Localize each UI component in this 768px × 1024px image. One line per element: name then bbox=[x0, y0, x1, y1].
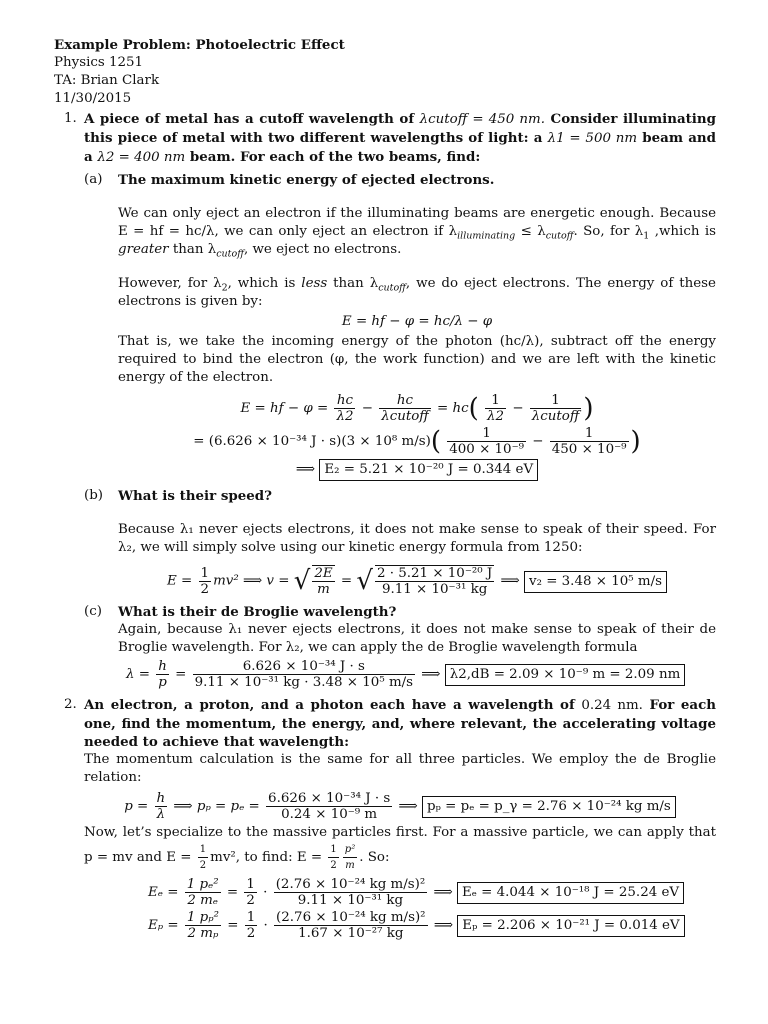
numerator: 1 bbox=[550, 426, 629, 442]
implies-arrow: ⟹ bbox=[421, 667, 441, 682]
fraction bbox=[274, 910, 428, 941]
eq-mid: ⟹ pₚ = pₑ = bbox=[173, 799, 260, 814]
denominator: 2 mₑ bbox=[187, 893, 218, 908]
electron-energy-result-box: Eₑ = 4.044 × 10⁻¹⁸ J = 25.24 eV bbox=[457, 882, 684, 904]
text: , we eject no electrons. bbox=[243, 242, 402, 257]
numerator: 1 bbox=[198, 842, 208, 858]
wavelength-value: 0.24 nm. bbox=[581, 698, 643, 713]
energy-derivation: E = hf − φ = $\frac{hc}{\lambda 2}$ − $\frac{hc}{\text{λcutoff}}$ = hc( $\frac{1}{\lambda 2}$ − $\frac{1}{\text{λcutoff}}$ ) bbox=[240, 393, 594, 424]
text: , which is bbox=[227, 276, 302, 291]
energy-result-box: E₂ = 5.21 × 10⁻²⁰ J = 0.344 eV bbox=[319, 459, 538, 481]
eq-lhs: = (6.626 × 10⁻³⁴ J · s)(3 × 10⁸ m/s) bbox=[193, 434, 431, 449]
denominator: 2 bbox=[330, 860, 337, 871]
problem-1-number: 1. bbox=[64, 111, 77, 126]
document-date: 11/30/2015 bbox=[54, 91, 132, 106]
eq-mid: = hc bbox=[437, 401, 469, 416]
numerator: 1 bbox=[246, 877, 255, 892]
part-c-paragraph: Again, because λ₁ never ejects electrons, it does not make sense to speak of their de Broglie wavelength. For λ₂, we can apply the de Broglie wavelength formula bbox=[118, 622, 716, 655]
denominator: 9.11 × 10⁻³¹ kg bbox=[381, 582, 488, 597]
numerator: 1 bbox=[246, 910, 256, 925]
fraction bbox=[328, 842, 338, 873]
part-a-paragraph-1 bbox=[118, 205, 716, 259]
energy-numeric: = (6.626 × 10⁻³⁴ J · s)(3 × 10⁸ m/s)( $\frac{1}{\text{400 × 10⁻⁹}}$ − $\frac{1}{\text{450 × 10⁻⁹}}$ ) bbox=[193, 426, 641, 457]
subscript: cutoff bbox=[216, 248, 244, 260]
equals: = bbox=[227, 918, 239, 933]
numerator: h bbox=[158, 659, 167, 674]
energy-result-line bbox=[118, 459, 716, 481]
problem-1-statement bbox=[84, 110, 716, 167]
text: ≤ λ bbox=[515, 224, 546, 239]
numerator: 2E bbox=[314, 566, 333, 581]
denominator: λ2 bbox=[487, 409, 505, 424]
fraction bbox=[485, 393, 506, 424]
numerator: 6.626 × 10⁻³⁴ J · s bbox=[268, 791, 391, 806]
fraction bbox=[198, 842, 208, 873]
fraction bbox=[266, 791, 392, 822]
eq-mid: mv² ⟹ v = bbox=[213, 573, 290, 589]
denominator: 2 bbox=[246, 926, 256, 941]
numerator: 1 bbox=[200, 565, 210, 581]
course-name: Physics 1251 bbox=[54, 55, 144, 70]
document-page bbox=[54, 36, 716, 943]
implies-arrow: ⟹ bbox=[433, 918, 454, 933]
proton-energy-equation bbox=[148, 910, 716, 941]
numerator: (2.76 × 10⁻²⁴ kg m/s)² bbox=[276, 910, 426, 925]
numerator: 1 bbox=[530, 393, 582, 409]
fraction bbox=[193, 659, 415, 690]
statement-part: beam. For each of the two beams, find: bbox=[189, 149, 481, 165]
text: Now, let’s specialize to the massive particles first. For a massive particle, we can apply that p = mv and E = bbox=[84, 825, 716, 865]
part-a bbox=[84, 171, 716, 481]
denominator: λ2 bbox=[336, 409, 354, 424]
implies-arrow: ⟹ bbox=[295, 462, 316, 477]
eq-lhs: λ = bbox=[126, 667, 150, 682]
momentum-equation bbox=[84, 791, 716, 822]
part-c-label: (c) bbox=[84, 604, 102, 619]
denominator: λcutoff bbox=[531, 409, 580, 424]
denominator: m bbox=[317, 582, 330, 597]
part-a-paragraph-3: That is, we take the incoming energy of the photon (hc/λ), subtract off the energy required to bind the electron (φ, the work function) and we are left with the kinetic energy of the electron. bbox=[118, 334, 716, 385]
fraction bbox=[155, 791, 168, 822]
problem-2-number: 2. bbox=[64, 697, 77, 712]
electron-energy-equation bbox=[148, 877, 716, 908]
subscript: 2 bbox=[221, 282, 228, 294]
numerator: p² bbox=[343, 842, 357, 858]
part-b-question: What is their speed? bbox=[118, 488, 272, 504]
numerator: 1 bbox=[447, 426, 526, 442]
fraction bbox=[245, 910, 258, 941]
problem-2-paragraph-1: The momentum calculation is the same for all three particles. We employ the de Broglie relation: bbox=[84, 752, 716, 785]
denominator: m bbox=[345, 860, 355, 871]
lambda1-value: λ1 = 500 nm bbox=[547, 131, 638, 146]
denominator: 2 bbox=[200, 581, 210, 597]
statement-part: A piece of metal has a cutoff wavelength of bbox=[84, 111, 415, 127]
denominator: 9.11 × 10⁻³¹ kg bbox=[297, 893, 404, 908]
wavelength-equation bbox=[126, 659, 716, 690]
numerator: 2 · 5.21 × 10⁻²⁰ J bbox=[376, 566, 493, 581]
document-header bbox=[54, 36, 716, 108]
implies-arrow: ⟹ bbox=[433, 885, 453, 900]
numerator: hc bbox=[334, 393, 355, 409]
problem-1 bbox=[54, 110, 716, 690]
text: , we do eject electrons. The energy of these electrons is given by: bbox=[118, 276, 716, 309]
fraction bbox=[199, 566, 212, 597]
eq-lhs: p = bbox=[124, 799, 149, 814]
energy-equation: E = hf − φ = hc/λ − φ bbox=[341, 314, 493, 329]
numerator: 1 bbox=[485, 393, 506, 409]
problem-2-statement bbox=[84, 696, 716, 751]
part-b bbox=[84, 487, 716, 597]
subscript: illuminating bbox=[457, 230, 516, 242]
implies-arrow: ⟹ bbox=[398, 799, 418, 814]
denominator: 0.24 × 10⁻⁹ m bbox=[281, 807, 378, 822]
part-b-paragraph: Because λ₁ never ejects electrons, it does not make sense to speak of their speed. For λ₂, we will simply solve using our kinetic energy formula from 1250: bbox=[118, 522, 716, 555]
ta-name: TA: Brian Clark bbox=[54, 73, 160, 88]
part-a-paragraph-2 bbox=[118, 275, 716, 311]
fraction bbox=[312, 565, 334, 597]
dot: · bbox=[263, 885, 268, 900]
problem-2-paragraph-2 bbox=[84, 824, 716, 873]
eq-lhs: Eₑ = bbox=[148, 885, 179, 900]
subscript: cutoff bbox=[378, 282, 406, 294]
numerator: 1 pₑ² bbox=[186, 877, 219, 892]
denominator: 9.11 × 10⁻³¹ kg · 3.48 × 10⁵ m/s bbox=[194, 675, 414, 690]
denominator: 450 × 10⁻⁹ bbox=[551, 442, 627, 457]
fraction bbox=[244, 877, 257, 908]
document-title: Example Problem: Photoelectric Effect bbox=[54, 37, 345, 53]
sqrt-symbol: √ bbox=[293, 566, 311, 596]
emphasis: greater bbox=[118, 242, 169, 257]
speed-equation bbox=[118, 565, 716, 597]
subscript: 1 bbox=[643, 230, 650, 242]
fraction bbox=[185, 877, 221, 908]
fraction bbox=[379, 393, 431, 424]
denominator: 400 × 10⁻⁹ bbox=[449, 442, 525, 457]
text: . So, for λ bbox=[573, 224, 644, 239]
momentum-result-box: pₚ = pₑ = p_γ = 2.76 × 10⁻²⁴ kg m/s bbox=[422, 796, 676, 818]
fraction bbox=[530, 393, 582, 424]
implies-arrow: ⟹ bbox=[500, 573, 520, 589]
text: We can only eject an electron if the illuminating beams are energetic enough. Because E = hf = hc/λ, we can only eject an electron if λ bbox=[118, 206, 716, 239]
text: However, for λ bbox=[118, 276, 222, 291]
text: ,which is bbox=[649, 224, 716, 239]
sqrt-symbol: √ bbox=[356, 566, 373, 596]
cutoff-wavelength: λcutoff = 450 nm. bbox=[419, 112, 545, 127]
part-a-label: (a) bbox=[84, 172, 103, 187]
numerator: hc bbox=[379, 393, 431, 409]
denominator: 2 mₚ bbox=[187, 926, 219, 941]
equals: = bbox=[226, 885, 239, 900]
dot: · bbox=[263, 918, 268, 933]
emphasis: less bbox=[301, 276, 328, 291]
numerator: (2.76 × 10⁻²⁴ kg m/s)² bbox=[275, 877, 426, 892]
statement-part: beam and a bbox=[84, 130, 716, 165]
fraction bbox=[274, 877, 428, 908]
fraction bbox=[447, 426, 526, 457]
lambda2-value: λ2 = 400 nm bbox=[97, 150, 186, 165]
proton-energy-result-box: Eₚ = 2.206 × 10⁻²¹ J = 0.014 eV bbox=[457, 915, 684, 937]
text: than λ bbox=[327, 276, 379, 291]
speed-result-box: v₂ = 3.48 × 10⁵ m/s bbox=[524, 571, 667, 593]
eq-lhs: Eₚ = bbox=[148, 918, 179, 933]
statement-part: An electron, a proton, and a photon each have a wavelength of bbox=[84, 697, 575, 713]
numerator: h bbox=[156, 791, 166, 806]
equals: = bbox=[175, 667, 187, 682]
fraction bbox=[185, 910, 221, 941]
denominator: p bbox=[158, 675, 167, 690]
part-a-question: The maximum kinetic energy of ejected electrons. bbox=[118, 172, 495, 188]
statement-part: Consider illuminating this piece of metal with two different wavelengths of light: a bbox=[84, 111, 716, 146]
part-c bbox=[84, 603, 716, 690]
denominator: λ bbox=[156, 807, 166, 822]
numerator: 1 bbox=[328, 842, 338, 858]
denominator: 2 bbox=[199, 860, 207, 871]
subscript: cutoff bbox=[545, 230, 574, 242]
eq-lhs: E = hf − φ = bbox=[240, 401, 329, 416]
denominator: 2 bbox=[246, 893, 255, 908]
denominator: λcutoff bbox=[381, 409, 429, 424]
text: than λ bbox=[168, 242, 217, 257]
text: . So: bbox=[359, 850, 390, 865]
numerator: 1 pₚ² bbox=[186, 910, 219, 925]
fraction bbox=[156, 659, 169, 690]
numerator: 6.626 × 10⁻³⁴ J · s bbox=[193, 659, 415, 675]
fraction bbox=[550, 426, 629, 457]
statement-part: For each one, find the momentum, the energy, and, where relevant, the accelerating voltage needed to achieve that wavelength: bbox=[84, 697, 716, 750]
fraction bbox=[375, 565, 494, 597]
fraction bbox=[334, 393, 355, 424]
denominator: 1.67 × 10⁻²⁷ kg bbox=[298, 926, 404, 941]
equals: = bbox=[340, 573, 353, 589]
problem-2 bbox=[54, 696, 716, 941]
fraction bbox=[343, 842, 357, 873]
part-b-label: (b) bbox=[84, 488, 104, 503]
part-c-question: What is their de Broglie wavelength? bbox=[118, 604, 397, 620]
eq-lhs: E = bbox=[167, 573, 193, 589]
text: mv², to find: E = bbox=[210, 850, 323, 865]
wavelength-result-box: λ2,dB = 2.09 × 10⁻⁹ m = 2.09 nm bbox=[445, 664, 686, 686]
